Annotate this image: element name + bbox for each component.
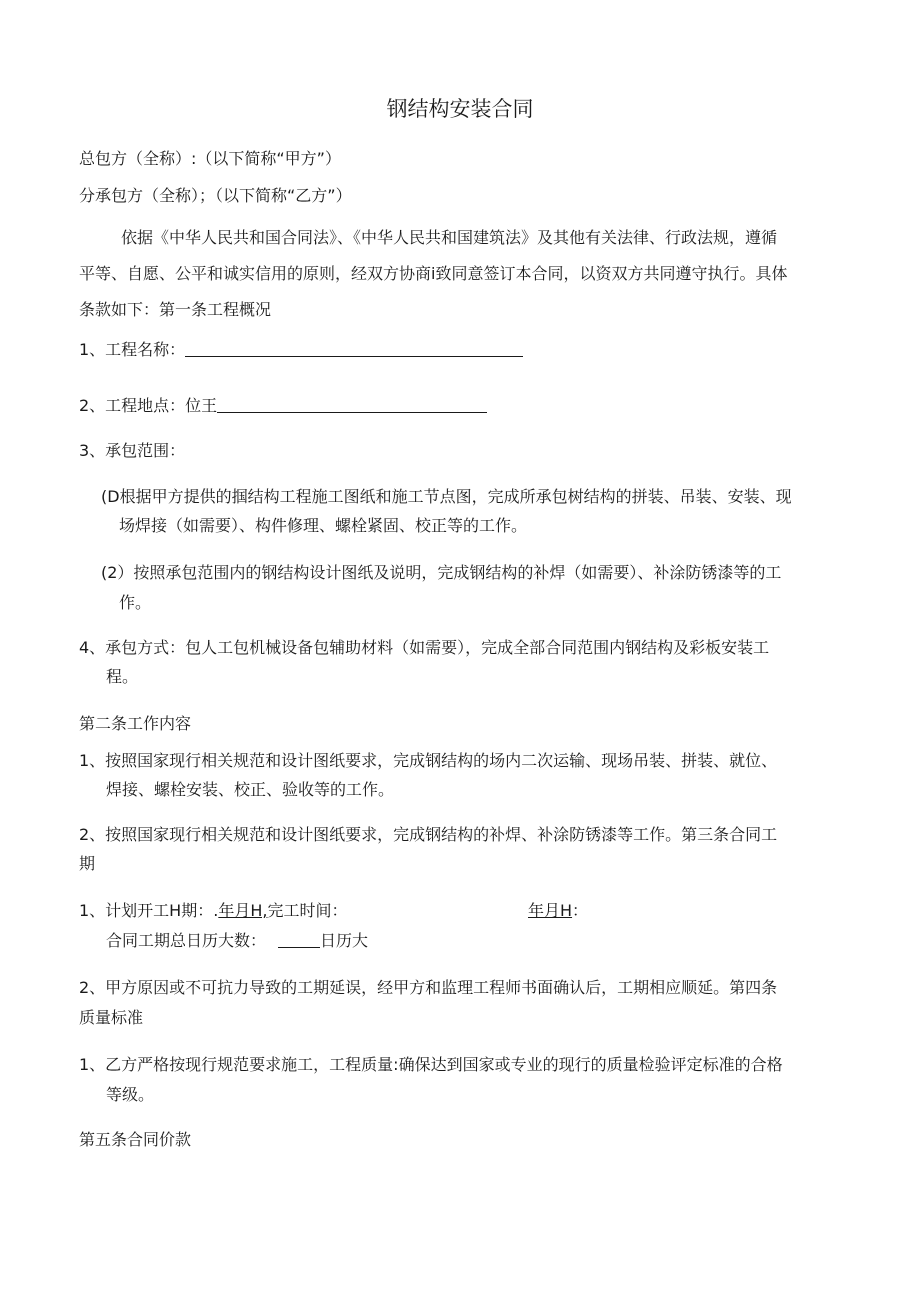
total-days-label: 合同工期总日历大数： [106,931,267,950]
party-b-line: 分承包方（全称）；（以下简称“乙方”） [79,186,352,205]
work-item-2-line-1: 2、按照国家现行相关规范和设计图纸要求，完成钢结构的补焊、补涂防锈漆等工作。第三条合同工 [79,825,778,844]
total-days-blank[interactable] [278,929,320,948]
scope-1-line-1: (D根据甲方提供的掴结构工程施工图纸和施工节点图，完成所承包树结构的拼装、吊装、安装、现 [101,487,792,506]
contract-title: 钢结构安装合同 [386,97,534,121]
intro-line-2: 平等、自愿、公平和诚实信用的原则，经双方协商i致同意签订本合同，以资双方共同遵守执行。具体 [79,264,788,283]
quality-line-1: 1、乙方严格按现行规范要求施工，工程质量:确保达到国家或专业的现行的质量检验评定标准的合格 [79,1055,783,1074]
finish-date-label: 完工时间： [267,901,348,920]
intro-line-3: 条款如下：第一条工程概况 [79,300,272,319]
work-item-1-line-2: 焊接、螺栓安装、校正、验收等的工作。 [106,780,395,799]
schedule-line-1 [79,896,347,926]
delay-line-1: 2、甲方原因或不可抗力导致的工期延误，经甲方和监理工程师书面确认后，工期相应顺延。第四条 [79,978,778,997]
total-days-unit: 日历大 [320,931,369,950]
start-date-label: 1、计划开工H期：. [79,901,219,920]
project-location-blank[interactable] [217,394,487,413]
project-name-blank[interactable] [185,338,523,357]
scope-2-line-2: 作。 [119,593,152,612]
scope-2-line-1: (2）按照承包范围内的钢结构设计图纸及说明，完成钢结构的补焊（如需要）、补涂防锈漆等的工 [101,563,782,582]
scope-heading: 3、承包范围： [79,441,186,460]
project-location-line [79,391,487,421]
contract-method-line-2: 程。 [106,667,139,686]
project-name-label: 1、工程名称： [79,340,186,359]
finish-date-field[interactable]: 年月H [528,901,573,920]
article-5-title: 第五条合同价款 [79,1130,192,1149]
project-location-label: 2、工程地点：位王 [79,396,218,415]
finish-date-colon: ： [572,901,589,920]
start-date-field[interactable]: 年月H, [218,901,268,920]
article-2-title: 第二条工作内容 [79,714,192,733]
work-item-2-line-2: 期 [79,854,96,873]
party-a-line: 总包方（全称）:（以下简称“甲方”） [79,149,341,168]
project-name-line [79,335,523,365]
delay-line-2: 质量标准 [79,1008,144,1027]
intro-line-1: 依据《中华人民共和国合同法》、《中华人民共和国建筑法》及其他有关法律、行政法规，遵循 [121,228,778,247]
work-item-1-line-1: 1、按照国家现行相关规范和设计图纸要求，完成钢结构的场内二次运输、现场吊装、拼装、就位、 [79,751,778,770]
contract-method-line-1: 4、承包方式：包人工包机械设备包辅助材料（如需要），完成全部合同范围内钢结构及彩板安装工 [79,638,770,657]
finish-date-group [528,896,588,926]
scope-1-line-2: 场焊接（如需要）、构件修理、螺栓紧固、校正等的工作。 [119,516,528,535]
schedule-line-2 [106,926,368,956]
quality-line-2: 等级。 [106,1085,155,1104]
